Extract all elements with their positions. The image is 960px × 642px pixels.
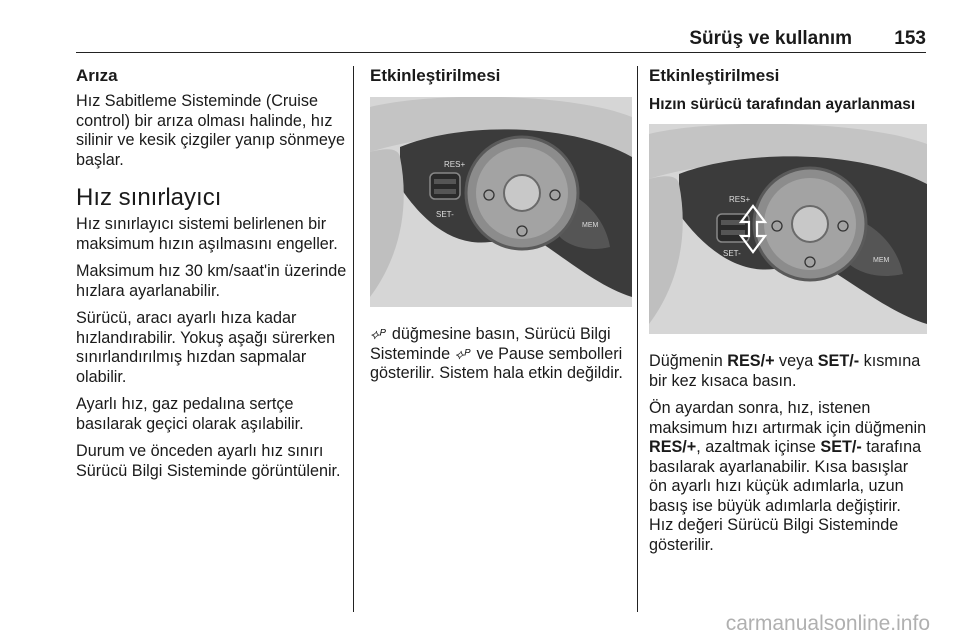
steering-wheel-figure [649, 124, 927, 334]
res-label: RES+ [444, 160, 466, 169]
paragraph: Maksimum hız 30 km/saat'in üzerinde hızlara ayarlanabilir. [76, 262, 347, 300]
steering-wheel-illustration [649, 124, 927, 334]
paragraph: Sürücü, aracı ayarlı hıza kadar hızlandırabilir. Yokuş aşağı sürerken sınırlandırılmış hızdan sapmalar olabilir. [76, 309, 336, 386]
set-label: SET- [723, 249, 741, 258]
page-number: 153 [894, 28, 926, 49]
steering-wheel-illustration [370, 97, 632, 307]
column-left [76, 66, 348, 489]
activation-heading: Etkinleştirilmesi [370, 66, 501, 85]
set-label: SET- [436, 210, 454, 219]
paragraph: Ayarlı hız, gaz pedalına sertçe basılarak geçici olarak aşılabilir. [76, 395, 304, 433]
page-header [76, 26, 926, 53]
limiter-heading: Hız sınırlayıcı [76, 184, 222, 211]
mem-label: MEM [582, 222, 599, 229]
column-middle [370, 66, 632, 392]
activation-heading: Etkinleştirilmesi [649, 66, 780, 85]
column-divider [637, 66, 638, 612]
header-title: Sürüş ve kullanım [689, 28, 852, 49]
paragraph: Durum ve önceden ayarlı hız sınırı Sürücü Bilgi Sisteminde görüntülenir. [76, 442, 341, 480]
column-right [649, 66, 927, 563]
watermark: carmanualsonline.info [725, 612, 930, 635]
paragraph: Hız sınırlayıcı sistemi belirlenen bir maksimum hızın aşılmasını engeller. [76, 215, 338, 253]
res-label: RES+ [729, 195, 751, 204]
fault-text: Hız Sabitleme Sisteminde (Cruise control) bir arıza olması halinde, hız silinir ve kesik çizgiler yanıp sönmeye başlar. [76, 92, 345, 169]
limiter-icon: ⟡ᴾ [370, 326, 386, 342]
paragraph: Düğmenin RES/+ veya SET/- kısmına bir kez kısaca basın. [649, 352, 921, 390]
activation-text: ⟡ᴾ düğmesine basın, Sürücü Bilgi Sisteminde ⟡ᴾ ve Pause sembolleri gösterilir. Sistem hala etkin değildir. [370, 325, 623, 382]
limiter-icon: ⟡ᴾ [454, 345, 470, 362]
speed-setting-heading: Hızın sürücü tarafından ayarlanması [649, 96, 916, 113]
column-divider [353, 66, 354, 612]
mem-label: MEM [873, 257, 890, 264]
fault-heading: Arıza [76, 66, 118, 85]
steering-wheel-figure [370, 97, 632, 307]
paragraph: Ön ayardan sonra, hız, istenen maksimum hızı artırmak için düğmenin RES/+, azaltmak içinse SET/- tarafına basılarak ayarlanabilir. Kısa basışlar ön ayarlı hızı küçük adımlarla, uzun basış ise büyük adımlarla değiştirir. Hız değeri Sürücü Bilgi Sisteminde gösterilir. [649, 399, 927, 554]
